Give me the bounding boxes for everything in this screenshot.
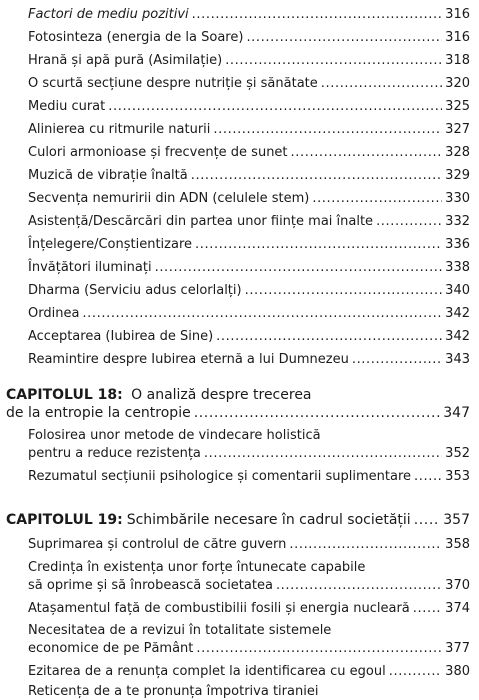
dot-leader bbox=[312, 190, 442, 208]
chapter-heading bbox=[6, 511, 470, 530]
toc-entry bbox=[28, 75, 470, 93]
toc-entry bbox=[28, 29, 470, 47]
toc-entry-page: 327 bbox=[445, 122, 470, 137]
toc-entry-page: 358 bbox=[445, 537, 470, 552]
toc-entry bbox=[28, 213, 470, 231]
dot-leader bbox=[82, 305, 442, 323]
toc-entry bbox=[28, 577, 470, 595]
toc-entry-title: Credința în existența unor forțe întunecate capabile bbox=[28, 560, 366, 575]
toc-entry-title: Acceptarea (Iubirea de Sine) bbox=[28, 329, 214, 344]
toc-entry bbox=[28, 536, 470, 554]
toc-entry-title: Ezitarea de a renunța complet la identificarea cu egoul bbox=[28, 664, 386, 679]
toc-entry-page: 316 bbox=[445, 7, 470, 22]
toc-entry-page: 353 bbox=[445, 469, 470, 484]
toc-entry bbox=[28, 328, 470, 346]
toc-entry bbox=[28, 282, 470, 300]
toc-entry-page: 340 bbox=[445, 283, 470, 298]
chapter-page: 347 bbox=[443, 405, 470, 421]
toc-entry-title: Factori de mediu pozitivi bbox=[28, 7, 189, 22]
toc-entry-title-continued: pentru a reduce rezistența bbox=[28, 446, 201, 461]
chapter-label: CAPITOLUL 18: bbox=[6, 387, 123, 403]
toc-entry-title: Reticența de a te pronunța împotriva tiraniei bbox=[28, 684, 319, 699]
dot-leader bbox=[352, 351, 442, 369]
toc-entry-title: Rezumatul secțiunii psihologice și comentarii suplimentare bbox=[28, 469, 412, 484]
toc-entry-title: Ordinea bbox=[28, 306, 80, 321]
toc-entry bbox=[28, 640, 470, 658]
dot-leader bbox=[321, 75, 442, 93]
toc-entry-title: Atașamentul față de combustibilii fosili și energia nucleară bbox=[28, 601, 410, 616]
toc-entry-title: Suprimarea și controlul de către guvern bbox=[28, 537, 287, 552]
dot-leader bbox=[414, 511, 441, 530]
toc-entry-title: Necesitatea de a revizui în totalitate sistemele bbox=[28, 623, 332, 638]
chapter-heading-line2 bbox=[6, 404, 470, 423]
dot-leader bbox=[276, 577, 442, 595]
dot-leader bbox=[225, 52, 442, 70]
dot-leader bbox=[413, 600, 442, 618]
toc-entry-page: 342 bbox=[445, 329, 470, 344]
toc-entry bbox=[28, 468, 470, 486]
toc-entry bbox=[28, 121, 470, 139]
toc-entry-page: 343 bbox=[445, 352, 470, 367]
toc-entry bbox=[28, 167, 470, 185]
dot-leader bbox=[289, 536, 442, 554]
toc-entry-title: O scurtă secțiune despre nutriție și sănătate bbox=[28, 76, 318, 91]
toc-entry-page: 336 bbox=[445, 237, 470, 252]
dot-leader bbox=[191, 167, 442, 185]
toc-entry bbox=[28, 190, 470, 208]
toc-entry bbox=[28, 236, 470, 254]
toc-entry-title: Hrană și apă pură (Asimilație) bbox=[28, 53, 223, 68]
toc-entry-page: 328 bbox=[445, 145, 470, 160]
toc-entry-title: Dharma (Serviciu adus celorlalți) bbox=[28, 283, 242, 298]
toc-entry-title-continued: economice de pe Pământ bbox=[28, 641, 194, 656]
toc-entry bbox=[28, 6, 470, 24]
toc-entry bbox=[28, 259, 470, 277]
toc-entry bbox=[28, 144, 470, 162]
dot-leader bbox=[414, 468, 442, 486]
toc-entry-title: Secvența nemuririi din ADN (celulele stem) bbox=[28, 191, 310, 206]
toc-entry-page: 377 bbox=[445, 641, 470, 656]
chapter-title-continued: de la entropie la centropie bbox=[6, 405, 191, 421]
dot-leader bbox=[194, 404, 441, 423]
toc-entry-title: Muzică de vibrație înaltă bbox=[28, 168, 188, 183]
toc-entry-page: 380 bbox=[445, 664, 470, 679]
toc-entry-line1 bbox=[28, 685, 318, 699]
toc-entry-page: 325 bbox=[445, 99, 470, 114]
toc-entry-page: 332 bbox=[445, 214, 470, 229]
toc-entry-page: 330 bbox=[445, 191, 470, 206]
toc-entry bbox=[28, 663, 470, 681]
toc-entry-title: Culori armonioase și frecvențe de sunet bbox=[28, 145, 288, 160]
dot-leader bbox=[291, 144, 443, 162]
toc-entry-line1 bbox=[28, 559, 365, 577]
dot-leader bbox=[196, 640, 442, 658]
dot-leader bbox=[155, 259, 443, 277]
dot-leader bbox=[389, 663, 442, 681]
toc-entry-title: Înțelegere/Conștientizare bbox=[28, 237, 193, 252]
toc-entry-page: 352 bbox=[445, 446, 470, 461]
dot-leader bbox=[213, 121, 442, 139]
toc-entry-title: Folosirea unor metode de vindecare holistică bbox=[28, 428, 321, 443]
toc-entry-title: Reamintire despre Iubirea eternă a lui Dumnezeu bbox=[28, 352, 349, 367]
dot-leader bbox=[245, 282, 443, 300]
chapter-title: Schimbările necesare în cadrul societății bbox=[126, 512, 411, 528]
chapter-title: O analiză despre trecerea bbox=[131, 387, 312, 403]
dot-leader bbox=[376, 213, 442, 231]
toc-entry bbox=[28, 445, 470, 463]
toc-entry bbox=[28, 600, 470, 618]
chapter-label: CAPITOLUL 19: bbox=[6, 512, 123, 528]
toc-entry-page: 370 bbox=[445, 578, 470, 593]
toc-entry-title: Asistență/Descărcări din partea unor ființe mai înalte bbox=[28, 214, 374, 229]
dot-leader bbox=[216, 328, 442, 346]
toc-entry-title: Alinierea cu ritmurile naturii bbox=[28, 122, 211, 137]
dot-leader bbox=[246, 29, 442, 47]
toc-entry-page: 329 bbox=[445, 168, 470, 183]
dot-leader bbox=[195, 236, 442, 254]
toc-entry bbox=[28, 351, 470, 369]
toc-entry-title: Învățători iluminați bbox=[28, 260, 152, 275]
toc-entry-page: 342 bbox=[445, 306, 470, 321]
toc-entry bbox=[28, 52, 470, 70]
toc-entry-line1 bbox=[28, 427, 321, 445]
chapter-heading-line1 bbox=[6, 386, 312, 405]
toc-entry bbox=[28, 98, 470, 116]
toc-entry-line1 bbox=[28, 622, 331, 640]
toc-entry-title: Mediu curat bbox=[28, 99, 106, 114]
toc-entry-title-continued: să oprime și să înrobească societatea bbox=[28, 578, 273, 593]
toc-entry-page: 316 bbox=[445, 30, 470, 45]
toc-entry-title: Fotosinteza (energia de la Soare) bbox=[28, 30, 244, 45]
toc-entry-page: 320 bbox=[445, 76, 470, 91]
dot-leader bbox=[192, 6, 443, 24]
dot-leader bbox=[108, 98, 442, 116]
dot-leader bbox=[204, 445, 442, 463]
toc-entry-page: 338 bbox=[445, 260, 470, 275]
toc-entry-page: 318 bbox=[445, 53, 470, 68]
toc-entry-page: 374 bbox=[445, 601, 470, 616]
chapter-page: 357 bbox=[443, 512, 470, 528]
toc-entry bbox=[28, 305, 470, 323]
